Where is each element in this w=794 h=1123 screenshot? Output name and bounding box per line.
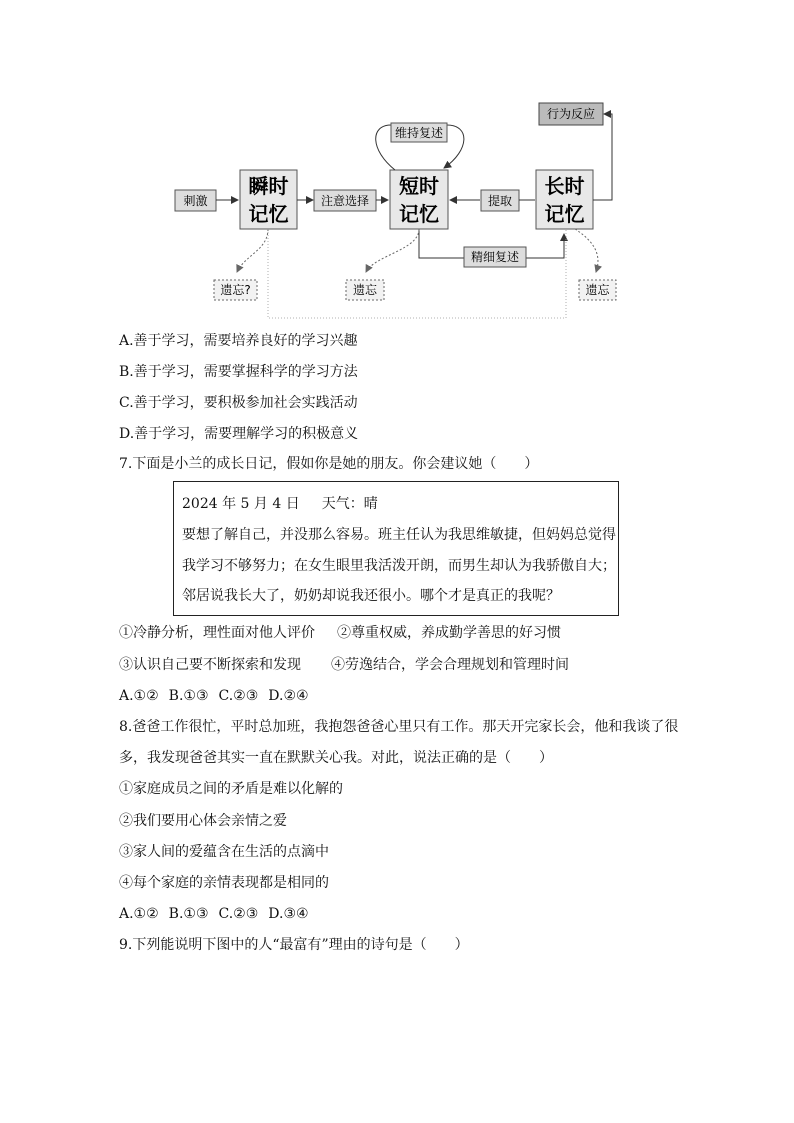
diary-line-1: 要想了解自己，并没那么容易。班主任认为我思维敏捷，但妈妈总觉得 xyxy=(182,527,616,543)
q7-items-row-2 xyxy=(119,655,569,675)
q7-item-2: ②尊重权威，养成勤学善思的好习惯 xyxy=(337,625,561,641)
stimulus-box xyxy=(175,190,216,211)
short-term-memory-box xyxy=(390,170,448,229)
retrieval-label: 提取 xyxy=(487,194,513,208)
memory-process-diagram xyxy=(0,0,794,330)
retrieval-box xyxy=(481,190,519,211)
forget-label-2: 遗忘 xyxy=(585,283,610,297)
maintenance-label: 维持复述 xyxy=(394,126,444,140)
q8-item-4: ④每个家庭的亲情表现都是相同的 xyxy=(119,875,329,891)
maintenance-box xyxy=(391,123,447,142)
q8-option-d: D.③④ xyxy=(268,906,309,922)
q7-item-4: ④劳逸结合，学会合理规划和管理时间 xyxy=(331,657,569,673)
short-term-memory-label-1: 短时 xyxy=(399,174,439,198)
q7-stem: 7.下面是小兰的成长日记，假如你是她的朋友。你会建议她（ ） xyxy=(119,456,539,472)
q9-stem: 9.下列能说明下图中的人“最富有”理由的诗句是（ ） xyxy=(119,937,469,953)
behavior-box xyxy=(539,103,603,125)
elaboration-label: 精细复述 xyxy=(470,250,520,264)
sensory-memory-label-1: 瞬时 xyxy=(248,174,289,198)
q7-items-row-1 xyxy=(119,623,561,643)
q7-option-a: A.①② xyxy=(119,688,159,704)
behavior-label: 行为反应 xyxy=(546,107,596,121)
diary-weather: 天气：晴 xyxy=(321,496,378,512)
attention-label: 注意选择 xyxy=(320,194,370,208)
attention-box xyxy=(314,190,376,211)
sensory-memory-label-2: 记忆 xyxy=(248,202,289,226)
forget-question-box xyxy=(214,280,257,300)
q8-option-c: C.②③ xyxy=(218,906,259,922)
q7-option-c: C.②③ xyxy=(218,688,259,704)
q7-options xyxy=(119,686,309,706)
q8-option-a: A.①② xyxy=(119,906,159,922)
diary-header xyxy=(182,494,378,514)
long-term-memory-label-2: 记忆 xyxy=(544,202,585,226)
diary-date: 2024 年 5 月 4 日 xyxy=(182,496,300,512)
q7-option-d: D.②④ xyxy=(268,688,309,704)
q8-stem-line-1: 8.爸爸工作很忙，平时总加班，我抱怨爸爸心里只有工作。那天开完家长会，他和我谈了很 xyxy=(119,719,679,735)
q6-option-b: B.善于学习，需要掌握科学的学习方法 xyxy=(119,364,358,380)
diary-line-3: 邻居说我长大了，奶奶却说我还很小。哪个才是真正的我呢？ xyxy=(182,588,560,604)
long-term-memory-box xyxy=(536,170,593,229)
q8-item-3: ③家人间的爱蕴含在生活的点滴中 xyxy=(119,844,329,860)
elaboration-box xyxy=(464,247,526,267)
q6-option-a: A.善于学习，需要培养良好的学习兴趣 xyxy=(119,333,358,349)
sensory-memory-box xyxy=(240,170,297,229)
forget-label-1: 遗忘 xyxy=(352,283,378,297)
forget-question-label: 遗忘? xyxy=(220,283,251,297)
q7-option-b: B.①③ xyxy=(168,688,209,704)
short-term-memory-label-2: 记忆 xyxy=(399,202,439,226)
diary-box xyxy=(173,481,619,616)
forget-box-2 xyxy=(579,280,616,300)
forget-box-1 xyxy=(346,280,384,300)
q8-options xyxy=(119,904,309,924)
q8-option-b: B.①③ xyxy=(168,906,209,922)
q6-option-c: C.善于学习，要积极参加社会实践活动 xyxy=(119,395,358,411)
diary-line-2: 我学习不够努力；在女生眼里我活泼开朗，而男生却认为我骄傲自大； xyxy=(182,558,616,574)
q8-stem-line-2: 多，我发现爸爸其实一直在默默关心我。对此，说法正确的是（ ） xyxy=(119,750,553,766)
q6-option-d: D.善于学习，需要理解学习的积极意义 xyxy=(119,426,359,442)
q7-item-3: ③认识自己要不断探索和发现 xyxy=(119,657,301,673)
stimulus-label: 刺激 xyxy=(183,194,208,208)
q8-item-1: ①家庭成员之间的矛盾是难以化解的 xyxy=(119,781,343,797)
q8-item-2: ②我们要用心体会亲情之爱 xyxy=(119,813,287,829)
q7-item-1: ①冷静分析，理性面对他人评价 xyxy=(119,625,315,641)
long-term-memory-label-1: 长时 xyxy=(544,174,585,198)
